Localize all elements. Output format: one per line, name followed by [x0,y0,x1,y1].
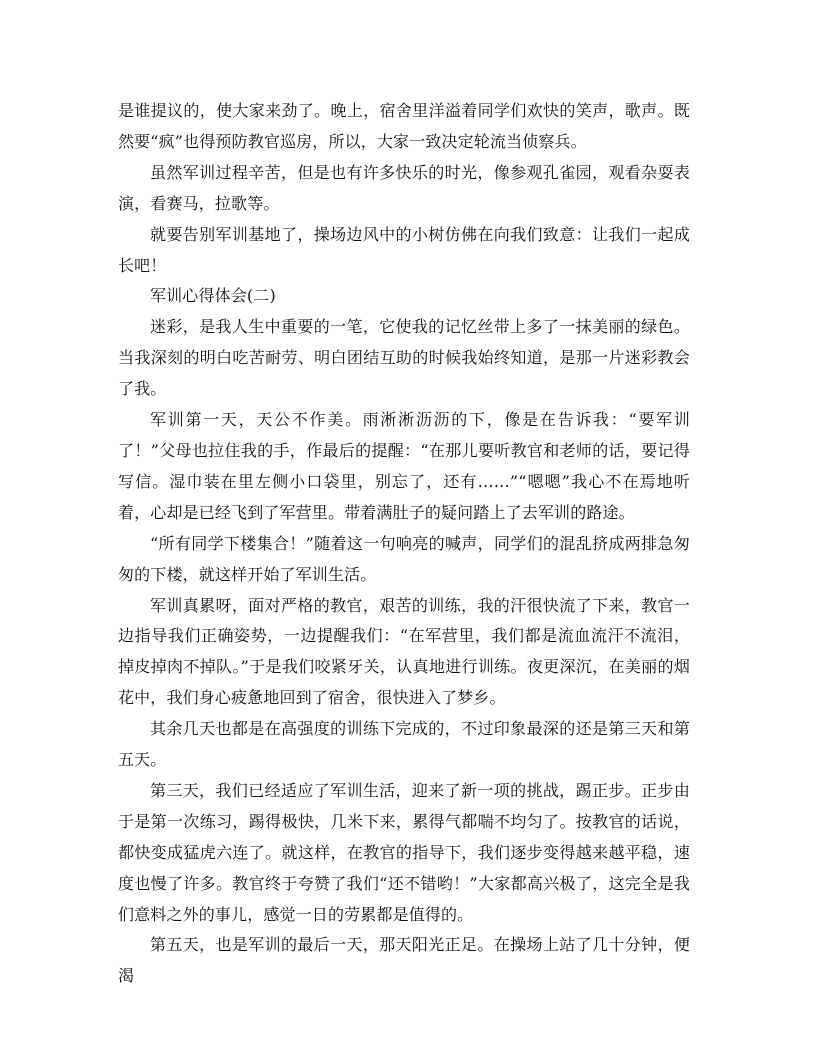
paragraph-10: 第三天，我们已经适应了军训生活，迎来了新一项的挑战，踢正步。正步由于是第一次练习，踢得极快，几米下来，累得气都喘不均匀了。按教官的话说，都快变成猛虎六连了。就这样，在教官的指导下，我们逐步变得越来越平稳，速度也慢了许多。教官终于夸赞了我们“还不错哟！”大家都高兴极了，这完全是我们意料之外的事儿，感觉一日的劳累都是值得的。 [118,780,690,924]
paragraph-11: 第五天，也是军训的最后一天，那天阳光正足。在操场上站了几十分钟，便渴 [118,935,690,986]
paragraph-5: 迷彩，是我人生中重要的一笔，它使我的记忆丝带上多了一抹美丽的绿色。当我深刻的明白吃苦耐劳、明白团结互助的时候我始终知道，是那一片迷彩教会了我。 [118,317,690,399]
paragraph-6: 军训第一天，天公不作美。雨淅淅沥沥的下，像是在告诉我：“要军训了！”父母也拉住我的手，作最后的提醒：“在那儿要听教官和老师的话，要记得写信。湿巾装在里左侧小口袋里，别忘了，还有……”“嗯嗯”我心不在焉地听着，心却是已经飞到了军营里。带着满肚子的疑问踏上了去军训的路途。 [118,410,690,522]
paragraph-9: 其余几天也都是在高强度的训练下完成的，不过印象最深的还是第三天和第五天。 [118,719,690,770]
body-text [118,96,690,992]
paragraph-2: 虽然军训过程辛苦，但是也有许多快乐的时光，像参观孔雀园，观看杂耍表演，看赛马，拉歌等。 [118,162,690,213]
paragraph-7: “所有同学下楼集合！”随着这一句响亮的喊声，同学们的混乱挤成两排急匆匆的下楼，就这样开始了军训生活。 [118,533,690,584]
paragraph-3: 就要告别军训基地了，操场边风中的小树仿佛在向我们致意：让我们一起成长吧！ [118,224,690,275]
paragraph-8: 军训真累呀，面对严格的教官，艰苦的训练，我的汗很快流了下来，教官一边指导我们正确姿势，一边提醒我们：“在军营里，我们都是流血流汗不流泪，掉皮掉肉不掉队。”于是我们咬紧牙关，认真地进行训练。夜更深沉，在美丽的烟花中，我们身心疲惫地回到了宿舍，很快进入了梦乡。 [118,595,690,708]
section-heading: 军训心得体会(二) [150,286,276,306]
paragraph-1: 是谁提议的，使大家来劲了。晚上，宿舍里洋溢着同学们欢快的笑声，歌声。既然要“疯”也得预防教官巡房，所以，大家一致决定轮流当侦察兵。 [118,101,690,151]
